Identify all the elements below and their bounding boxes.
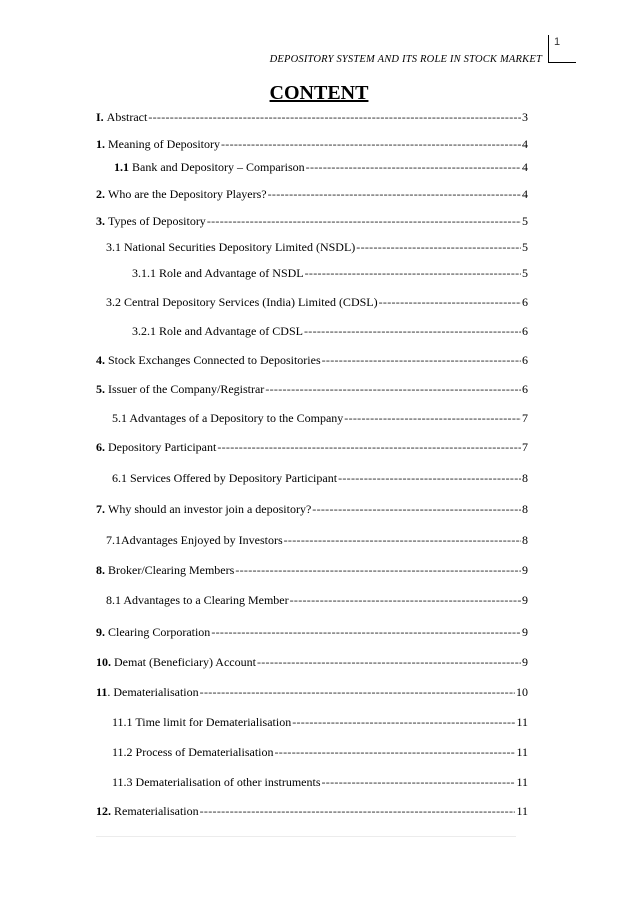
- running-header: DEPOSITORY SYSTEM AND ITS ROLE IN STOCK MARKET: [269, 54, 542, 65]
- leader-dots: [312, 502, 521, 517]
- toc-entry-label: 11.1 Time limit for Dematerialisation: [112, 715, 292, 729]
- toc-entry-number: 6.: [96, 440, 105, 454]
- toc-entry[interactable]: [96, 110, 528, 125]
- toc-entry-label: 11.2 Process of Dematerialisation: [112, 745, 274, 759]
- toc-entry-page: 10: [516, 685, 528, 699]
- toc-entry-page: 9: [522, 655, 528, 669]
- toc-entry-number: 11: [96, 685, 108, 699]
- toc-entry-number: 9.: [96, 625, 105, 639]
- toc-entry-page: 7: [522, 411, 528, 425]
- page-number-divider-horizontal: [548, 62, 576, 63]
- leader-dots: [257, 655, 521, 670]
- toc-entry[interactable]: [96, 187, 528, 202]
- page-title: [0, 82, 638, 105]
- toc-entry[interactable]: [112, 471, 528, 486]
- leader-dots: [379, 295, 521, 310]
- page-number: 1: [554, 36, 561, 48]
- toc-entry[interactable]: [96, 137, 528, 152]
- toc-entry-number: I.: [96, 110, 104, 124]
- toc-entry[interactable]: [96, 382, 528, 397]
- leader-dots: [265, 382, 521, 397]
- leader-dots: [207, 214, 521, 229]
- toc-entry-page: 6: [522, 353, 528, 367]
- leader-dots: [304, 324, 521, 339]
- toc-entry-label: Depository Participant: [108, 440, 217, 454]
- toc-entry-label: . Dematerialisation: [107, 685, 199, 699]
- toc-entry[interactable]: [114, 160, 528, 175]
- toc-entry-number: 8.: [96, 563, 105, 577]
- title-text: CONTENT: [269, 82, 369, 104]
- toc-entry-label: Rematerialisation: [114, 804, 199, 818]
- toc-entry-label: Bank and Depository – Comparison: [132, 160, 305, 174]
- toc-entry-page: 5: [522, 214, 528, 228]
- toc-entry[interactable]: [112, 745, 528, 760]
- toc-entry-label: 3.2 Central Depository Services (India) Limited (CDSL): [106, 295, 378, 309]
- toc-entry-page: 3: [522, 110, 528, 124]
- leader-dots: [322, 775, 516, 790]
- toc-entry-page: 6: [522, 324, 528, 338]
- toc-entry-number: 4.: [96, 353, 105, 367]
- toc-entry-number: 2.: [96, 187, 105, 201]
- toc-entry-number: 5.: [96, 382, 105, 396]
- toc-entry[interactable]: [106, 240, 528, 255]
- toc-entry[interactable]: [132, 324, 528, 339]
- leader-dots: [268, 187, 521, 202]
- leader-dots: [275, 745, 516, 760]
- toc-entry-page: 8: [522, 533, 528, 547]
- toc-entry-label: Who are the Depository Players?: [108, 187, 267, 201]
- toc-entry[interactable]: [96, 502, 528, 517]
- toc-entry-label: 3.1 National Securities Depository Limited (NSDL): [106, 240, 356, 254]
- toc-entry-label: Why should an investor join a depository?: [108, 502, 312, 516]
- toc-entry-label: 5.1 Advantages of a Depository to the Company: [112, 411, 344, 425]
- leader-dots: [356, 240, 521, 255]
- toc-entry-label: Abstract: [106, 110, 148, 124]
- toc-entry-number: 1.1: [114, 160, 129, 174]
- toc-entry[interactable]: [112, 715, 528, 730]
- toc-entry-label: 8.1 Advantages to a Clearing Member: [106, 593, 289, 607]
- toc-entry-number: 7.: [96, 502, 105, 516]
- toc-entry[interactable]: [106, 593, 528, 608]
- toc-entry-page: 7: [522, 440, 528, 454]
- leader-dots: [200, 685, 515, 700]
- leader-dots: [235, 563, 521, 578]
- toc-entry-label: Demat (Beneficiary) Account: [114, 655, 256, 669]
- leader-dots: [221, 137, 521, 152]
- toc-entry[interactable]: [96, 563, 528, 578]
- toc-entry-page: 4: [522, 137, 528, 151]
- toc-entry-number: 10.: [96, 655, 111, 669]
- toc-entry[interactable]: [96, 685, 528, 700]
- toc-entry-label: 3.1.1 Role and Advantage of NSDL: [132, 266, 304, 280]
- toc-entry-page: 6: [522, 295, 528, 309]
- toc-entry-page: 8: [522, 502, 528, 516]
- leader-dots: [306, 160, 521, 175]
- toc-entry-label: Issuer of the Company/Registrar: [108, 382, 265, 396]
- leader-dots: [338, 471, 521, 486]
- leader-dots: [322, 353, 521, 368]
- leader-dots: [292, 715, 515, 730]
- toc-entry[interactable]: [112, 411, 528, 426]
- toc-entry-label: 3.2.1 Role and Advantage of CDSL: [132, 324, 303, 338]
- toc-entry[interactable]: [96, 625, 528, 640]
- leader-dots: [344, 411, 521, 426]
- toc-entry-page: 11: [516, 804, 528, 818]
- leader-dots: [284, 533, 521, 548]
- toc-entry-label: Clearing Corporation: [108, 625, 211, 639]
- toc-entry-page: 4: [522, 187, 528, 201]
- toc-entry[interactable]: [96, 353, 528, 368]
- leader-dots: [148, 110, 521, 125]
- toc-entry[interactable]: [106, 295, 528, 310]
- leader-dots: [217, 440, 521, 455]
- toc-entry-page: 11: [516, 775, 528, 789]
- toc-entry[interactable]: [96, 440, 528, 455]
- leader-dots: [305, 266, 521, 281]
- toc-entry-page: 9: [522, 625, 528, 639]
- toc-entry-label: 7.1Advantages Enjoyed by Investors: [106, 533, 283, 547]
- toc-entry[interactable]: [96, 214, 528, 229]
- footer-rule: [96, 836, 516, 837]
- toc-entry[interactable]: [96, 655, 528, 670]
- toc-entry-label: 11.3 Dematerialisation of other instruments: [112, 775, 321, 789]
- toc-entry-page: 8: [522, 471, 528, 485]
- toc-entry-label: Broker/Clearing Members: [108, 563, 235, 577]
- toc-entry-number: 1.: [96, 137, 105, 151]
- toc-entry-page: 4: [522, 160, 528, 174]
- toc-entry-page: 9: [522, 593, 528, 607]
- page-number-divider-vertical: [548, 35, 549, 63]
- leader-dots: [211, 625, 521, 640]
- toc-entry-number: 3.: [96, 214, 105, 228]
- toc-entry-page: 11: [516, 715, 528, 729]
- toc-entry[interactable]: [106, 533, 528, 548]
- leader-dots: [200, 804, 516, 819]
- toc-entry-page: 5: [522, 266, 528, 280]
- leader-dots: [290, 593, 521, 608]
- toc-entry-label: Meaning of Depository: [108, 137, 220, 151]
- toc-entry-page: 6: [522, 382, 528, 396]
- toc-entry-label: 6.1 Services Offered by Depository Participant: [112, 471, 338, 485]
- toc-entry-page: 9: [522, 563, 528, 577]
- toc-entry[interactable]: [112, 775, 528, 790]
- toc-entry-label: Stock Exchanges Connected to Depositories: [108, 353, 321, 367]
- toc-entry-label: Types of Depository: [108, 214, 206, 228]
- toc-entry[interactable]: [132, 266, 528, 281]
- toc-entry[interactable]: [96, 804, 528, 819]
- toc-entry-page: 11: [516, 745, 528, 759]
- toc-entry-number: 12.: [96, 804, 111, 818]
- toc-entry-page: 5: [522, 240, 528, 254]
